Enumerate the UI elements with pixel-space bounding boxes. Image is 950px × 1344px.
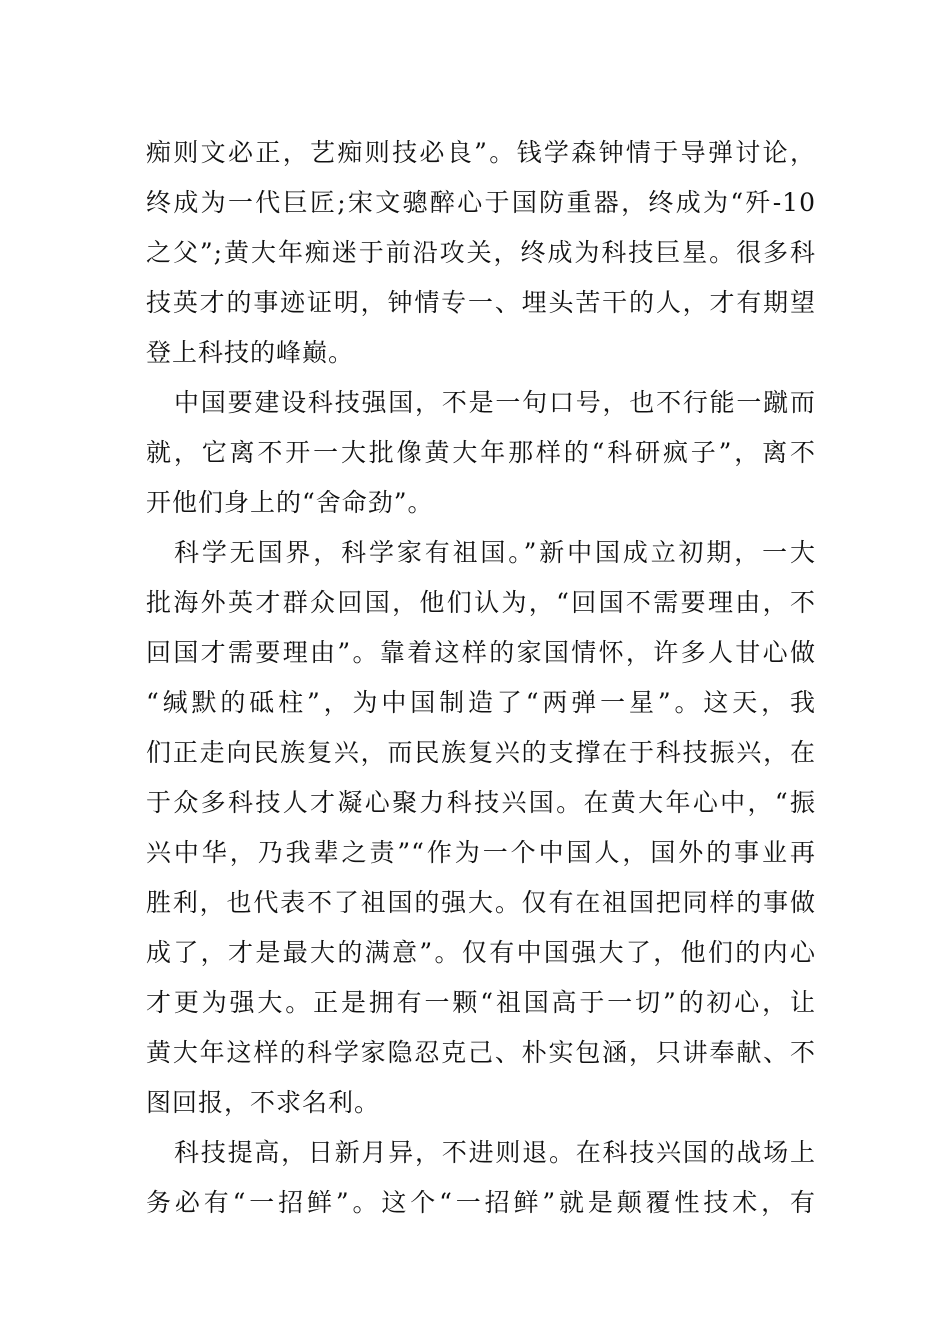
text-line: 们正走向民族复兴，而民族复兴的支撑在于科技振兴，在 [146,738,816,767]
text-line: 黄大年这样的科学家隐忍克己、朴实包涵，只讲奉献、不 [146,1038,816,1067]
text-line: 图回报，不求名利。 [146,1088,381,1117]
text-line: 科学无国界，科学家有祖国。”新中国成立初期，一大 [174,538,816,567]
text-line: 成了，才是最大的满意”。仅有中国强大了，他们的内心 [146,938,816,967]
text-line: 开他们身上的“舍命劲”。 [146,488,434,517]
document-body [146,128,816,1228]
text-line: 才更为强大。正是拥有一颗“祖国高于一切”的初心，让 [146,988,816,1017]
text-line: 终成为一代巨匠;宋文骢醉心于国防重器，终成为“歼-10 [146,188,816,217]
text-line: 胜利，也代表不了祖国的强大。仅有在祖国把同样的事做 [146,888,816,917]
text-line: 批海外英才群众回国，他们认为，“回国不需要理由，不 [146,588,816,617]
text-line: 痴则文必正，艺痴则技必良”。钱学森钟情于导弹讨论， [146,138,816,167]
text-line: 兴中华，乃我辈之责”“作为一个中国人，国外的事业再 [146,838,816,867]
text-line: 于众多科技人才凝心聚力科技兴国。在黄大年心中，“振 [146,788,816,817]
text-line: 登上科技的峰巅。 [146,338,355,367]
text-line: 之父”;黄大年痴迷于前沿攻关，终成为科技巨星。很多科 [146,238,816,267]
text-line: 技英才的事迹证明，钟情专一、埋头苦干的人，才有期望 [146,288,816,317]
text-line: 科技提高，日新月异，不进则退。在科技兴国的战场上 [174,1138,816,1167]
text-line: 中国要建设科技强国，不是一句口号，也不行能一蹴而 [174,388,816,417]
text-line: 务必有“一招鲜”。这个“一招鲜”就是颠覆性技术，有 [146,1188,816,1217]
text-line: 就，它离不开一大批像黄大年那样的“科研疯子”，离不 [146,438,816,467]
text-line: “缄默的砥柱”，为中国制造了“两弹一星”。这天，我 [146,688,816,717]
text-line: 回国才需要理由”。靠着这样的家国情怀，许多人甘心做 [146,638,816,667]
